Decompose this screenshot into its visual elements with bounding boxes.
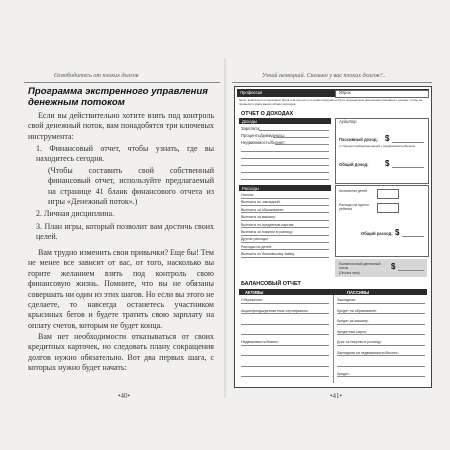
total-expenses-label: Общий расход: xyxy=(361,231,393,236)
right-running-head: Узнай немецкий. Сколько у вас плохих долгов?.. xyxy=(262,72,386,79)
total-expenses-dollar: $ xyxy=(395,228,400,237)
income-title: ОТЧЕТ О ДОХОДАХ xyxy=(241,111,294,117)
liability-row-line-1 xyxy=(337,303,425,304)
expense-row-line-5 xyxy=(241,227,329,228)
expense-row-line-3 xyxy=(241,212,329,213)
asset-row-line-5 xyxy=(241,345,329,346)
income-line-6 xyxy=(241,172,329,173)
liability-row-label-6: Закладная на недвижимость/бизнес: xyxy=(337,350,399,355)
total-income-dollar: $ xyxy=(385,159,390,168)
asset-row-line-1 xyxy=(241,303,329,304)
liability-row-label-3: Кредит за машину: xyxy=(337,319,369,323)
list-item-3: 3. План игры, который позволит вам достичь своих целей. xyxy=(36,222,214,242)
balance-title: БАЛАНСОВЫЙ ОТЧЕТ xyxy=(241,281,301,287)
liabilities-header: ПАССИВЫ xyxy=(347,289,370,295)
auditor-panel xyxy=(335,118,429,184)
income-line-7 xyxy=(241,179,329,180)
liability-row-line-3 xyxy=(337,324,425,325)
income-line-2 xyxy=(275,144,329,145)
asset-row-line-8 xyxy=(241,376,329,377)
income-row-2: Недвижимость/бизнес: xyxy=(241,140,286,145)
income-header: Доходы xyxy=(242,118,257,124)
passive-income-note: (= Процентный/дивидендный + Недвижимость/бизнес) xyxy=(339,144,416,148)
asset-row-line-6 xyxy=(241,355,329,356)
liability-row-line-7 xyxy=(337,366,425,367)
expense-row-label-2: Выплаты по закладной: xyxy=(241,200,281,205)
list-item-1: 1. Финансовый отчет, чтобы узнать, где вы находитесь сегодня. xyxy=(36,144,214,164)
children-box xyxy=(377,189,399,199)
left-head-rule xyxy=(24,82,220,83)
liability-row-line-8 xyxy=(337,376,425,377)
goal-text: Цель: выбраться из крысиных бегов и встать на путь инвестиционного Пути посредством увеличения пассивного дохода, чтобы он превысил сумму ваших общих расходов xyxy=(239,98,423,106)
cashflow-line xyxy=(398,270,424,271)
income-row-1: Проценты/дивиденды: xyxy=(241,133,285,138)
per-child-label: Расходы на одного ребенка xyxy=(339,203,369,211)
financial-statement-form xyxy=(234,86,432,388)
left-folio: •40• xyxy=(118,392,130,400)
expense-row-line-8 xyxy=(241,249,329,250)
paragraph-2: Вам трудно изменить свои привычки? Еще бы! Тем не менее все зависит от вас, от того, насколько вы горите желанием взять под контроль свою финансовую жизнь. Помните, что вы не обязаны совершать ни один из этих шагов. Но если вы этого не сделаете, то навсегда останетесь участником крысиных бегов и будете тратить свою зарплату на оплату счетов, которым не будет конца. xyxy=(28,248,214,330)
expense-row-line-2 xyxy=(241,205,329,206)
income-line-4 xyxy=(241,158,329,159)
list-item-2: 2. Личная дисциплина. xyxy=(36,209,115,218)
book-gutter xyxy=(224,58,227,398)
auditor-label: Аудитор xyxy=(339,119,357,124)
left-running-head: Освободитесь от плохих долгов xyxy=(54,72,139,79)
asset-row-label-2: Акции/фонды/депозитные сертификаты: xyxy=(241,308,309,313)
section-title: Программа экстренного управления денежным потоком xyxy=(28,86,208,108)
liability-row-label-2: Кредит на образование: xyxy=(337,308,378,313)
liability-row-line-5 xyxy=(337,345,425,346)
income-line-1 xyxy=(273,137,329,138)
total-expenses-line xyxy=(402,236,424,237)
liability-row-line-2 xyxy=(337,313,425,314)
intro-paragraph: Если вы действительно хотите взять под контроль свой денежный поток, вам понадобятся три ключевых инструмента: xyxy=(28,111,214,141)
income-line-3 xyxy=(241,151,329,152)
expense-row-line-6 xyxy=(241,235,329,236)
expenses-header: Расходы xyxy=(242,185,259,191)
expense-row-label-4: Выплаты за машину: xyxy=(241,215,276,220)
paragraph-3: Вам нет необходимости отказываться от своих кредитных карточек, но следовать плану сокращения долгов нужно обязательно. Вот два первых шага, с которых нужно будет начать: xyxy=(28,332,214,373)
cashflow-label: Ежемесячный денежный поток xyxy=(339,262,381,271)
expense-row-label-1: Налоги: xyxy=(241,193,255,197)
expense-row-line-9 xyxy=(241,257,329,258)
player-label: Игрок xyxy=(339,90,351,95)
total-income-line xyxy=(392,167,424,168)
right-folio: •41• xyxy=(330,392,342,400)
assets-header: АКТИВЫ xyxy=(245,289,264,295)
expense-row-label-8: Расходы на детей: xyxy=(241,244,272,249)
list-item-1-note: (Чтобы составить свой собственный финансовый отчет, используйте предлагаемый на странице 41 бланк финансового отчета из игры «Денежный поток».) xyxy=(48,166,214,207)
profession-label: Профессия xyxy=(240,90,263,95)
salary-line xyxy=(259,130,329,131)
asset-row-label-1: Сбережения: xyxy=(241,298,263,302)
expense-row-label-6: Выплаты за покупки в розницу: xyxy=(241,230,294,234)
expense-row-line-1 xyxy=(241,198,329,199)
liability-row-label-1: Закладная: xyxy=(337,298,356,302)
salary-label: Зарплата: xyxy=(241,126,261,131)
expense-row-label-9: Выплаты по банковскому займу: xyxy=(241,252,296,257)
income-line-5 xyxy=(241,165,329,166)
per-child-box xyxy=(377,203,399,213)
total-income-label: Общий доход: xyxy=(339,162,369,167)
passive-income-line xyxy=(392,142,424,143)
liability-row-line-4 xyxy=(337,334,425,335)
passive-income-label: Пассивный доход: xyxy=(339,137,378,142)
cashflow-dollar: $ xyxy=(391,262,396,271)
expense-row-label-3: Выплаты за образование: xyxy=(241,207,285,212)
liability-row-label-4: Кредитные карты: xyxy=(337,329,368,334)
expense-row-label-5: Выплаты по кредитным картам: xyxy=(241,222,295,227)
asset-row-line-4 xyxy=(241,334,329,335)
expense-row-line-4 xyxy=(241,220,329,221)
cashflow-note: (Оплата чека) xyxy=(339,271,360,275)
expense-row-label-7: Другие расходы: xyxy=(241,237,269,242)
asset-row-line-2 xyxy=(241,313,329,314)
liability-row-line-6 xyxy=(337,355,425,356)
asset-row-line-3 xyxy=(241,324,329,325)
children-label: Количество детей xyxy=(339,189,368,193)
passive-income-dollar: $ xyxy=(385,134,390,143)
asset-row-label-5: Недвижимость/бизнес: xyxy=(241,340,280,344)
liability-row-label-8: Кредит: xyxy=(337,371,350,376)
balance-divider xyxy=(333,295,334,383)
right-head-rule xyxy=(232,82,432,83)
expense-row-line-7 xyxy=(241,242,329,243)
asset-row-line-7 xyxy=(241,366,329,367)
liability-row-label-5: Долг за покупки в розницу: xyxy=(337,340,382,344)
